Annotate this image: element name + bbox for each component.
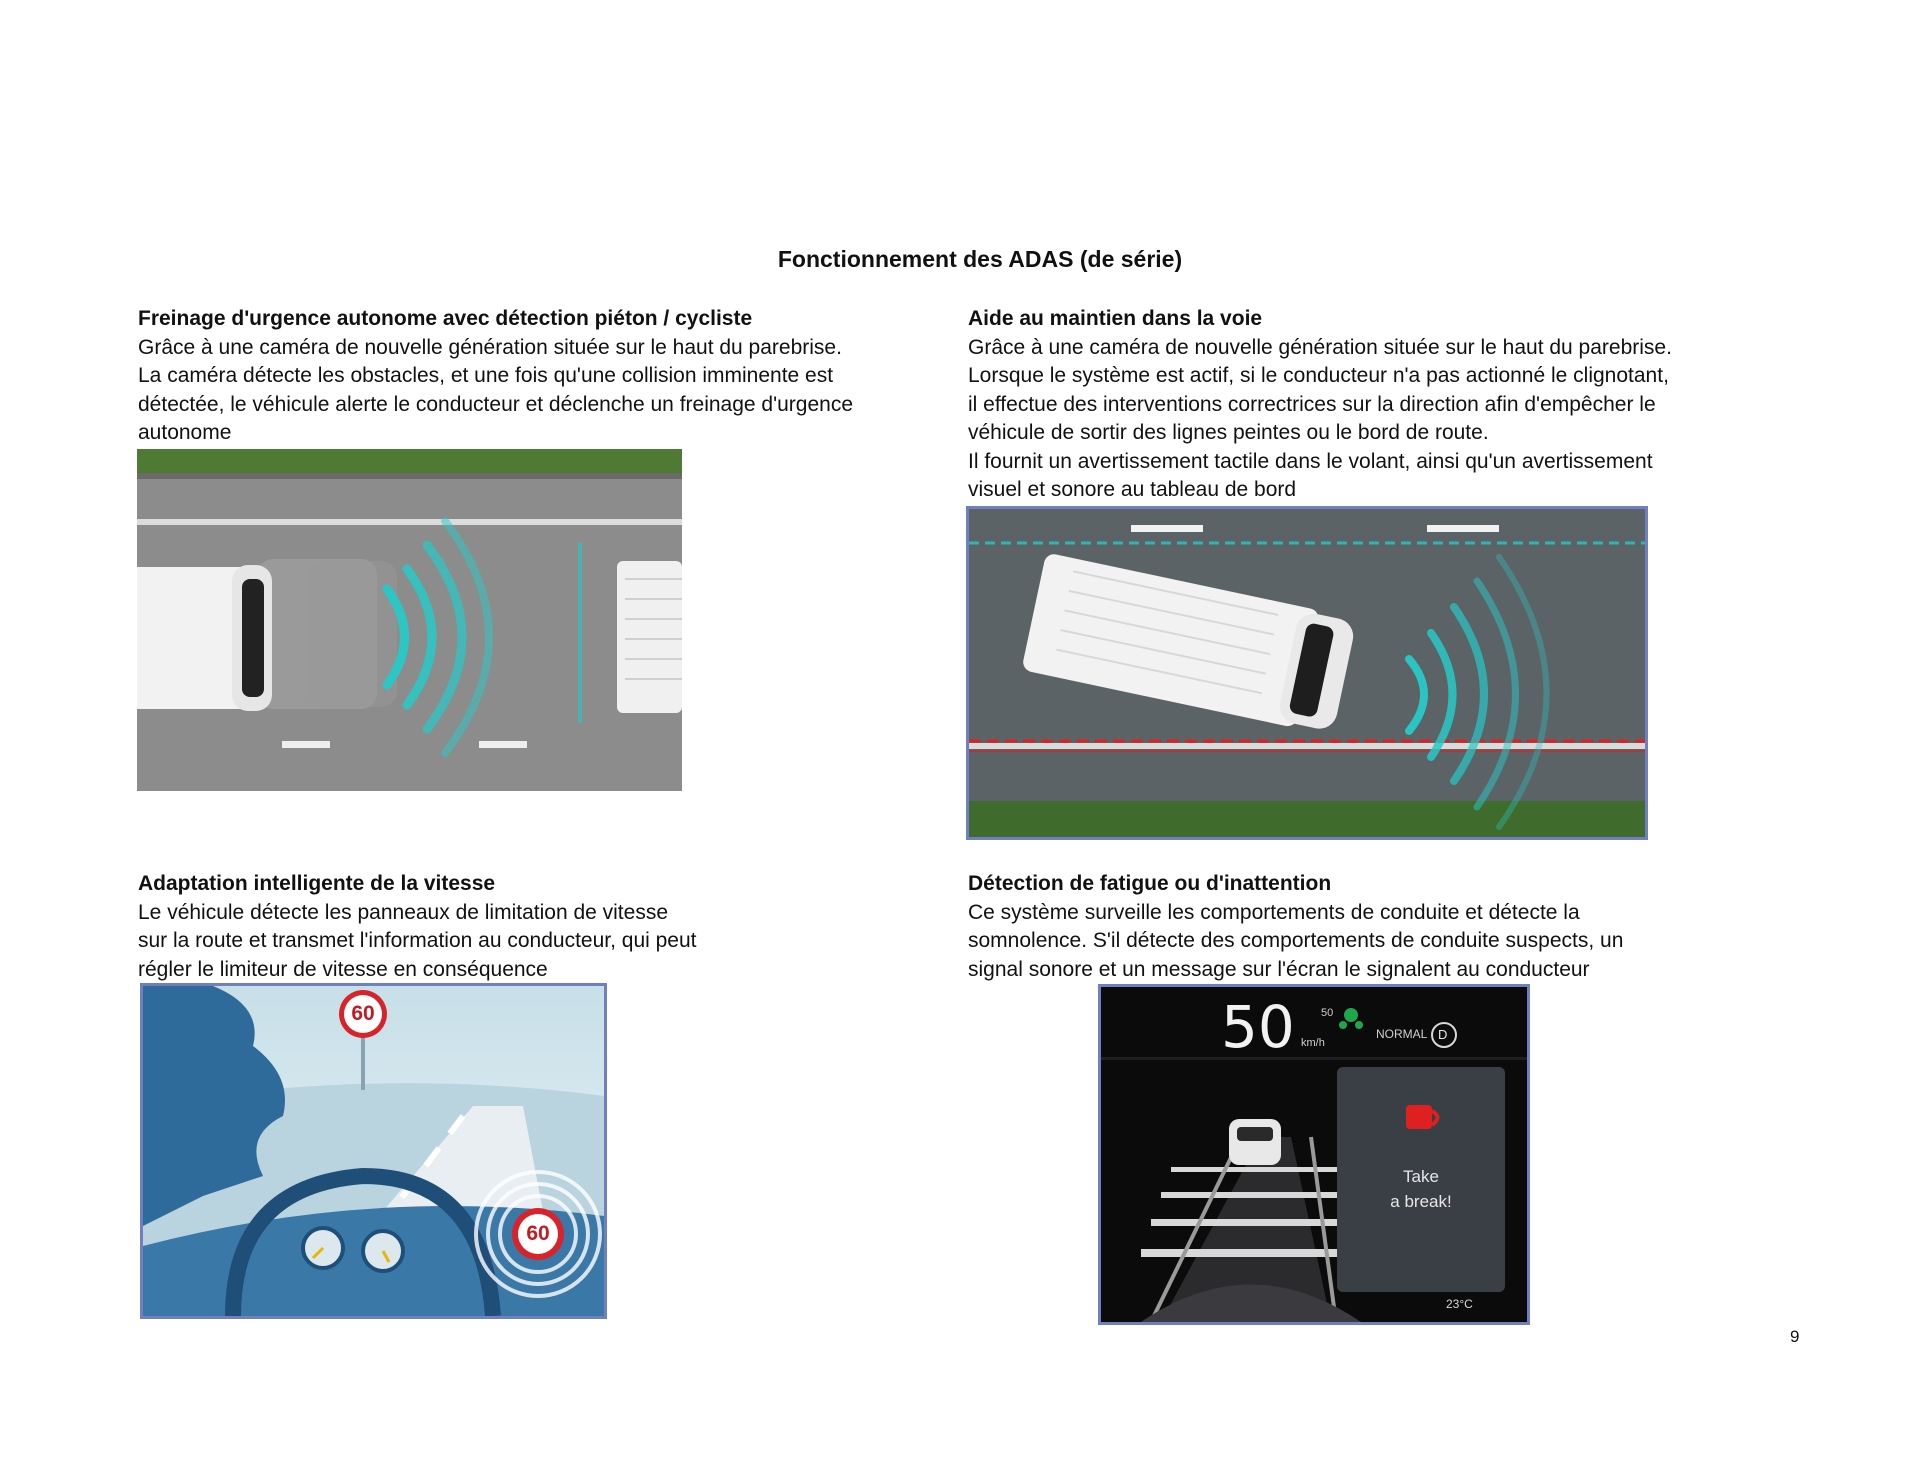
section-heading: Freinage d'urgence autonome avec détection piéton / cycliste (138, 307, 753, 330)
section-emergency-braking (138, 305, 918, 448)
dashboard-speed-unit: km/h (1301, 1037, 1325, 1049)
section-heading: Aide au maintien dans la voie (968, 307, 1263, 330)
speed-sign-top-label: 60 (351, 1002, 375, 1025)
speed-adaptation-image (140, 983, 607, 1319)
fatigue-detection-image (1098, 984, 1530, 1325)
dashboard-message-line2: a break! (1390, 1192, 1452, 1211)
dashboard-speed: 50 (1221, 993, 1295, 1061)
dashboard-drive-mode: NORMAL (1376, 1027, 1428, 1041)
page-title: Fonctionnement des ADAS (de série) (777, 246, 1183, 272)
dashboard-message-line1: Take (1403, 1167, 1439, 1186)
section-body: Grâce à une caméra de nouvelle génération située sur le haut du parebrise. Lorsque le système est actif, si le conducteur n'a pas actionné le clignotant, il effectue des interventions correctrices sur la direction afin d'empêcher le véhicule de sortir des lignes peintes ou le bord de route. Il fournit un avertissement tactile dans le volant, ainsi qu'un avertissement visuel et sonore au tableau de bord (968, 335, 1672, 501)
section-lane-keeping (968, 305, 1758, 505)
dashboard-gear: D (1438, 1027, 1448, 1042)
section-heading: Adaptation intelligente de la vitesse (138, 872, 496, 895)
emergency-braking-image (137, 449, 682, 791)
dashboard-temperature: 23°C (1446, 1297, 1473, 1311)
section-fatigue-detection (968, 870, 1758, 984)
speed-sign-dash-label: 60 (526, 1222, 550, 1245)
dashboard-speed-limit: 50 (1321, 1007, 1334, 1019)
section-body: Ce système surveille les comportements de conduite et détecte la somnolence. S'il détecte des comportements de conduite suspects, un signal sonore et un message sur l'écran le signalent au conducteur (968, 900, 1624, 981)
lane-keeping-image (966, 506, 1648, 840)
section-body: Grâce à une caméra de nouvelle génération située sur le haut du parebrise. La caméra détecte les obstacles, et une fois qu'une collision imminente est détectée, le véhicule alerte le conducteur et déclenche un freinage d'urgence autonome (138, 335, 853, 444)
section-body: Le véhicule détecte les panneaux de limitation de vitesse sur la route et transmet l'information au conducteur, qui peut régler le limiteur de vitesse en conséquence (138, 900, 697, 981)
section-heading: Détection de fatigue ou d'inattention (968, 872, 1332, 895)
page-number: 9 (1790, 1327, 1800, 1346)
section-speed-adaptation (138, 870, 838, 984)
